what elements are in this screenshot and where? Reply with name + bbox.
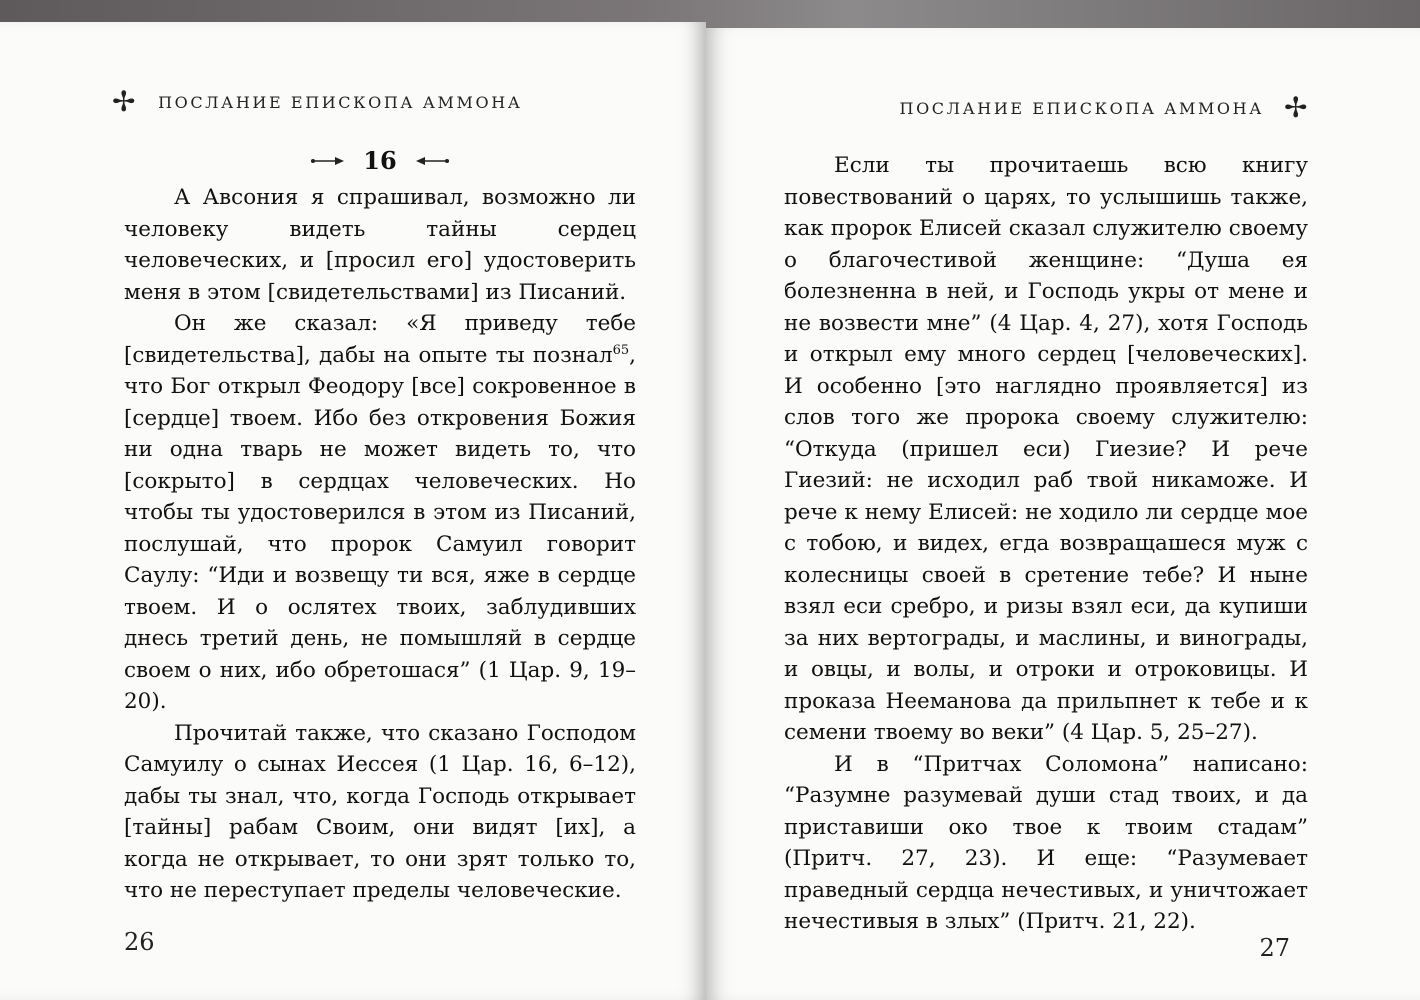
cross-icon: ✢ [1283, 91, 1310, 124]
footnote-ref[interactable]: 65 [612, 342, 630, 358]
right-running-head [899, 91, 1310, 124]
running-head-title: ПОСЛАНИЕ ЕПИСКОПА АММОНА [158, 92, 523, 112]
left-page [0, 22, 706, 1000]
right-body-text [784, 150, 1308, 938]
ornament-right-icon [415, 156, 449, 166]
paragraph: И в “Притчах Соломона” написано: “Разумне разумевай души стад твоих, и да приставиши око твое к твоим стадам” (Притч. 27, 23). И еще: “Разумевает праведный сердца нечестивых, и уничтожает нечестивыя в злых” (Притч. 21, 22). [784, 751, 1308, 934]
section-heading [300, 146, 460, 175]
paragraph [124, 308, 636, 718]
page-number: 26 [124, 928, 155, 956]
right-page [706, 28, 1420, 1000]
paragraph: Если ты прочитаешь всю книгу повествований о царях, то услышишь также, как пророк Елисей сказал служителю своему о благочестивой женщине: “Душа ея болезненна в ней, и Господь укры от мене и не возвести мне” (4 Цар. 4, 27), хотя Господь и открыл ему много сердец [человеческих]. И особенно [это наглядно проявляется] из слов того же пророка своему служителю: “Откуда (пришел еси) Гиезие? И рече Гиезий: не исходил раб твой никаможе. И рече к нему Елисей: не ходило ли сердце мое с тобою, и видех, егда возвращашеся муж с колесницы своей в сретение тебе? И ныне взял еси сребро, и ризы взял еси, да купиши за них вертограды, и маслины, и винограды, и овцы, и волы, и отроки и отроковицы. И проказа Неемановa да прильпнет к тебе и к семени твоему во веки” (4 Цар. 5, 25–27). [784, 153, 1308, 745]
ornament-left-icon [311, 156, 345, 166]
paragraph: А Авсония я спрашивал, возможно ли человеку видеть тайны сердец человеческих, и [просил его] удостоверить меня в этом [свидетельствами] из Писаний. [124, 185, 636, 305]
running-head-title: ПОСЛАНИЕ ЕПИСКОПА АММОНА [899, 98, 1264, 118]
cross-icon: ✢ [112, 85, 139, 118]
page-number: 27 [1259, 934, 1290, 962]
left-running-head [112, 85, 523, 118]
paragraph-text: Он же сказал: «Я приведу тебе [свидетельства], дабы на опыте ты познал [124, 311, 636, 368]
section-number: 16 [363, 146, 397, 175]
left-body-text [124, 182, 636, 907]
paragraph: Прочитай также, что сказано Господом Самуилу о сынах Иессея (1 Цар. 16, 6–12), дабы ты знал, что, когда Господь открывает [тайны] рабам Своим, они видят [их], а когда не открывает, то они зрят только то, что не переступает пределы человеческие. [124, 720, 636, 903]
paragraph-text: , что Бог открыл Феодору [все] сокровенное в [сердце] твоем. Ибо без откровения Божия ни одна тварь не может видеть то, что [сокрыто] в сердцах человеческих. Но чтобы ты удостоверился в этом из Писаний, послушай, что пророк Самуил говорит Саулу: “Иди и возвещу ти вся, яже в сердце твоем. И о ослятех твоих, заблудивших днесь третий день, не помышляй в сердце своем о них, ибо обретошася” (1 Цар. 9, 19–20). [124, 342, 636, 714]
